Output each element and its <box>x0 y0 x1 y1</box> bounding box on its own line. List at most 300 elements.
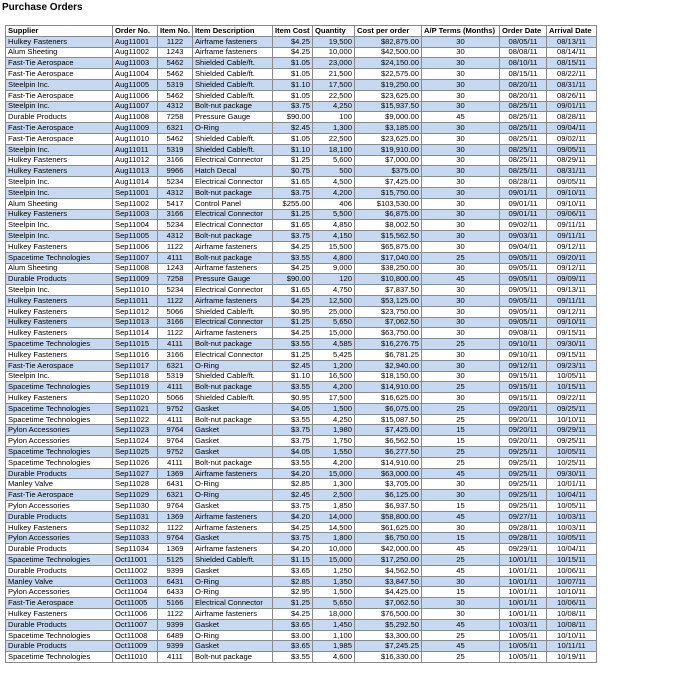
cost-per-order-cell: $7,062.50 <box>354 317 421 328</box>
item-no-cell: 1243 <box>158 47 193 58</box>
table-row <box>6 641 597 652</box>
item-cost-cell: $2.85 <box>272 479 312 490</box>
supplier-cell: Hulkey Fasteners <box>6 209 113 220</box>
order-date-cell: 09/25/11 <box>499 457 546 468</box>
item-no-cell: 9399 <box>158 641 193 652</box>
item-description-cell: Shielded Cable/ft. <box>192 371 272 382</box>
item-no-cell: 1369 <box>158 511 193 522</box>
item-description-cell: Electrical Connector <box>192 598 272 609</box>
item-cost-cell: $3.75 <box>272 501 312 512</box>
order-no-cell: Sep11020 <box>113 393 158 404</box>
quantity-cell: 22,500 <box>312 133 354 144</box>
item-cost-cell: $255.00 <box>272 198 312 209</box>
item-description-cell: Electrical Connector <box>192 285 272 296</box>
cost-per-order-cell: $24,150.00 <box>354 58 421 69</box>
item-no-cell: 4111 <box>158 414 193 425</box>
order-date-cell: 10/05/11 <box>499 630 546 641</box>
quantity-cell: 17,500 <box>312 79 354 90</box>
purchase-orders-table <box>5 25 597 663</box>
table-row <box>6 522 597 533</box>
order-no-cell: Oct11001 <box>113 555 158 566</box>
item-no-cell: 5462 <box>158 69 193 80</box>
ap-terms-cell: 30 <box>421 598 499 609</box>
arrival-date-cell: 10/05/11 <box>546 371 596 382</box>
order-date-cell: 08/25/11 <box>499 133 546 144</box>
quantity-cell: 1,550 <box>312 447 354 458</box>
order-date-cell: 08/25/11 <box>499 144 546 155</box>
item-cost-cell: $1.05 <box>272 133 312 144</box>
quantity-cell: 4,585 <box>312 339 354 350</box>
supplier-cell: Hulkey Fasteners <box>6 349 113 360</box>
order-no-cell: Oct11002 <box>113 565 158 576</box>
order-date-cell: 09/12/11 <box>499 360 546 371</box>
quantity-cell: 500 <box>312 166 354 177</box>
ap-terms-cell: 30 <box>421 144 499 155</box>
item-cost-cell: $3.75 <box>272 187 312 198</box>
supplier-cell: Alum Sheeting <box>6 198 113 209</box>
order-date-cell: 09/29/11 <box>499 544 546 555</box>
table-row <box>6 360 597 371</box>
item-cost-cell: $3.75 <box>272 533 312 544</box>
quantity-cell: 1,500 <box>312 403 354 414</box>
cost-per-order-cell: $6,781.25 <box>354 349 421 360</box>
order-date-cell: 10/05/11 <box>499 652 546 663</box>
item-no-cell: 4312 <box>158 231 193 242</box>
ap-terms-cell: 45 <box>421 544 499 555</box>
cost-per-order-cell: $42,000.00 <box>354 544 421 555</box>
order-date-cell: 09/15/11 <box>499 371 546 382</box>
order-no-cell: Oct11006 <box>113 609 158 620</box>
table-row <box>6 285 597 296</box>
item-cost-cell: $1.05 <box>272 69 312 80</box>
supplier-cell: Durable Products <box>6 274 113 285</box>
arrival-date-cell: 08/26/11 <box>546 90 596 101</box>
item-description-cell: Gasket <box>192 403 272 414</box>
supplier-cell: Hulkey Fasteners <box>6 166 113 177</box>
item-no-cell: 3166 <box>158 155 193 166</box>
order-date-cell: 08/25/11 <box>499 123 546 134</box>
quantity-cell: 1,750 <box>312 436 354 447</box>
ap-terms-cell: 30 <box>421 90 499 101</box>
ap-terms-cell: 30 <box>421 479 499 490</box>
order-no-cell: Sep11017 <box>113 360 158 371</box>
supplier-cell: Steelpin Inc. <box>6 177 113 188</box>
ap-terms-cell: 30 <box>421 317 499 328</box>
cost-per-order-cell: $16,276.75 <box>354 339 421 350</box>
item-cost-cell: $2.45 <box>272 490 312 501</box>
quantity-cell: 1,300 <box>312 479 354 490</box>
ap-terms-cell: 30 <box>421 47 499 58</box>
order-no-cell: Sep11002 <box>113 198 158 209</box>
order-date-cell: 09/04/11 <box>499 241 546 252</box>
cost-per-order-cell: $3,185.00 <box>354 123 421 134</box>
order-date-cell: 10/01/11 <box>499 555 546 566</box>
item-cost-cell: $4.05 <box>272 403 312 414</box>
cost-per-order-cell: $38,250.00 <box>354 263 421 274</box>
order-no-cell: Oct11007 <box>113 619 158 630</box>
item-description-cell: Airframe fasteners <box>192 295 272 306</box>
ap-terms-cell: 25 <box>421 414 499 425</box>
cost-per-order-cell: $63,000.00 <box>354 468 421 479</box>
item-no-cell: 5462 <box>158 58 193 69</box>
quantity-cell: 4,200 <box>312 187 354 198</box>
supplier-cell: Spacetime Technologies <box>6 414 113 425</box>
supplier-cell: Fast-Tie Aerospace <box>6 123 113 134</box>
item-cost-cell: $3.55 <box>272 457 312 468</box>
item-description-cell: Airframe fasteners <box>192 328 272 339</box>
item-cost-cell: $1.10 <box>272 79 312 90</box>
supplier-cell: Steelpin Inc. <box>6 220 113 231</box>
order-no-cell: Sep11007 <box>113 252 158 263</box>
item-description-cell: Bolt-nut package <box>192 252 272 263</box>
item-no-cell: 1122 <box>158 295 193 306</box>
supplier-cell: Hulkey Fasteners <box>6 306 113 317</box>
order-no-cell: Aug11003 <box>113 58 158 69</box>
supplier-cell: Steelpin Inc. <box>6 101 113 112</box>
item-no-cell: 6489 <box>158 630 193 641</box>
item-description-cell: Shielded Cable/ft. <box>192 306 272 317</box>
quantity-cell: 14,000 <box>312 511 354 522</box>
ap-terms-cell: 30 <box>421 263 499 274</box>
order-date-cell: 08/25/11 <box>499 112 546 123</box>
supplier-cell: Pylon Accessories <box>6 436 113 447</box>
quantity-cell: 5,600 <box>312 155 354 166</box>
table-row <box>6 36 597 47</box>
item-description-cell: Airframe fasteners <box>192 241 272 252</box>
item-description-cell: Shielded Cable/ft. <box>192 133 272 144</box>
quantity-cell: 4,250 <box>312 101 354 112</box>
supplier-cell: Fast-Tie Aerospace <box>6 490 113 501</box>
item-no-cell: 9764 <box>158 501 193 512</box>
item-description-cell: Pressure Gauge <box>192 274 272 285</box>
supplier-cell: Fast-Tie Aerospace <box>6 598 113 609</box>
order-date-cell: 10/01/11 <box>499 576 546 587</box>
item-description-cell: Electrical Connector <box>192 209 272 220</box>
item-no-cell: 9752 <box>158 447 193 458</box>
order-date-cell: 08/25/11 <box>499 166 546 177</box>
item-cost-cell: $3.55 <box>272 252 312 263</box>
order-date-cell: 10/01/11 <box>499 609 546 620</box>
order-date-cell: 09/10/11 <box>499 349 546 360</box>
item-no-cell: 9752 <box>158 403 193 414</box>
cost-per-order-cell: $5,292.50 <box>354 619 421 630</box>
quantity-cell: 4,200 <box>312 382 354 393</box>
item-cost-cell: $3.75 <box>272 436 312 447</box>
item-no-cell: 3166 <box>158 317 193 328</box>
item-no-cell: 4111 <box>158 382 193 393</box>
arrival-date-cell: 08/31/11 <box>546 79 596 90</box>
order-no-cell: Sep11012 <box>113 306 158 317</box>
supplier-cell: Alum Sheeting <box>6 263 113 274</box>
arrival-date-cell: 10/07/11 <box>546 576 596 587</box>
order-no-cell: Aug11004 <box>113 69 158 80</box>
item-cost-cell: $1.05 <box>272 58 312 69</box>
order-date-cell: 08/05/11 <box>499 36 546 47</box>
item-description-cell: O-Ring <box>192 479 272 490</box>
order-no-cell: Aug11008 <box>113 112 158 123</box>
arrival-date-cell: 09/02/11 <box>546 133 596 144</box>
item-no-cell: 9764 <box>158 533 193 544</box>
item-description-cell: Hatch Decal <box>192 166 272 177</box>
order-no-cell: Oct11009 <box>113 641 158 652</box>
quantity-cell: 25,000 <box>312 306 354 317</box>
quantity-cell: 1,980 <box>312 425 354 436</box>
item-no-cell: 5417 <box>158 198 193 209</box>
arrival-date-cell: 08/14/11 <box>546 47 596 58</box>
quantity-cell: 2,500 <box>312 490 354 501</box>
item-description-cell: Pressure Gauge <box>192 112 272 123</box>
item-cost-cell: $3.55 <box>272 414 312 425</box>
order-no-cell: Sep11022 <box>113 414 158 425</box>
table-row <box>6 414 597 425</box>
supplier-cell: Hulkey Fasteners <box>6 317 113 328</box>
order-date-cell: 09/03/11 <box>499 231 546 242</box>
table-row <box>6 652 597 663</box>
item-cost-cell: $3.75 <box>272 425 312 436</box>
quantity-cell: 14,500 <box>312 522 354 533</box>
item-description-cell: Gasket <box>192 533 272 544</box>
cost-per-order-cell: $7,245.25 <box>354 641 421 652</box>
arrival-date-cell: 10/08/11 <box>546 619 596 630</box>
item-description-cell: Bolt-nut package <box>192 652 272 663</box>
arrival-date-cell: 09/23/11 <box>546 360 596 371</box>
ap-terms-cell: 30 <box>421 490 499 501</box>
order-date-cell: 09/05/11 <box>499 285 546 296</box>
cost-per-order-cell: $4,425.00 <box>354 587 421 598</box>
table-row <box>6 576 597 587</box>
item-cost-cell: $1.10 <box>272 144 312 155</box>
item-cost-cell: $1.25 <box>272 598 312 609</box>
item-no-cell: 5319 <box>158 371 193 382</box>
arrival-date-cell: 09/12/11 <box>546 263 596 274</box>
arrival-date-cell: 09/11/11 <box>546 220 596 231</box>
header-cell: A/P Terms (Months) <box>421 26 499 37</box>
quantity-cell: 22,500 <box>312 90 354 101</box>
supplier-cell: Fast-Tie Aerospace <box>6 69 113 80</box>
supplier-cell: Steelpin Inc. <box>6 144 113 155</box>
item-description-cell: Bolt-nut package <box>192 101 272 112</box>
arrival-date-cell: 09/30/11 <box>546 468 596 479</box>
item-description-cell: Electrical Connector <box>192 349 272 360</box>
item-no-cell: 5166 <box>158 598 193 609</box>
quantity-cell: 4,200 <box>312 457 354 468</box>
quantity-cell: 1,450 <box>312 619 354 630</box>
item-cost-cell: $1.25 <box>272 209 312 220</box>
order-no-cell: Oct11010 <box>113 652 158 663</box>
arrival-date-cell: 10/25/11 <box>546 457 596 468</box>
item-cost-cell: $3.75 <box>272 101 312 112</box>
ap-terms-cell: 25 <box>421 457 499 468</box>
table-row <box>6 123 597 134</box>
item-no-cell: 6321 <box>158 360 193 371</box>
order-date-cell: 09/05/11 <box>499 274 546 285</box>
item-description-cell: Shielded Cable/ft. <box>192 144 272 155</box>
cost-per-order-cell: $6,937.50 <box>354 501 421 512</box>
supplier-cell: Durable Products <box>6 565 113 576</box>
item-cost-cell: $3.55 <box>272 339 312 350</box>
item-no-cell: 6431 <box>158 479 193 490</box>
arrival-date-cell: 09/05/11 <box>546 144 596 155</box>
table-row <box>6 479 597 490</box>
item-description-cell: Airframe fasteners <box>192 609 272 620</box>
quantity-cell: 9,000 <box>312 263 354 274</box>
ap-terms-cell: 30 <box>421 101 499 112</box>
supplier-cell: Durable Products <box>6 619 113 630</box>
ap-terms-cell: 25 <box>421 403 499 414</box>
item-cost-cell: $1.65 <box>272 177 312 188</box>
item-no-cell: 7258 <box>158 112 193 123</box>
quantity-cell: 16,500 <box>312 371 354 382</box>
arrival-date-cell: 09/12/11 <box>546 306 596 317</box>
arrival-date-cell: 09/05/11 <box>546 177 596 188</box>
ap-terms-cell: 30 <box>421 177 499 188</box>
item-description-cell: Shielded Cable/ft. <box>192 58 272 69</box>
cost-per-order-cell: $7,000.00 <box>354 155 421 166</box>
order-date-cell: 08/20/11 <box>499 90 546 101</box>
ap-terms-cell: 15 <box>421 436 499 447</box>
ap-terms-cell: 15 <box>421 587 499 598</box>
order-no-cell: Sep11030 <box>113 501 158 512</box>
order-date-cell: 09/27/11 <box>499 511 546 522</box>
ap-terms-cell: 25 <box>421 339 499 350</box>
item-no-cell: 4111 <box>158 457 193 468</box>
item-description-cell: O-Ring <box>192 587 272 598</box>
arrival-date-cell: 10/04/11 <box>546 490 596 501</box>
ap-terms-cell: 30 <box>421 328 499 339</box>
table-body <box>6 36 597 662</box>
item-no-cell: 5319 <box>158 144 193 155</box>
arrival-date-cell: 10/08/11 <box>546 609 596 620</box>
item-cost-cell: $1.25 <box>272 155 312 166</box>
order-date-cell: 09/20/11 <box>499 414 546 425</box>
table-row <box>6 166 597 177</box>
item-cost-cell: $4.25 <box>272 36 312 47</box>
item-description-cell: O-Ring <box>192 576 272 587</box>
table-row <box>6 241 597 252</box>
cost-per-order-cell: $15,937.50 <box>354 101 421 112</box>
ap-terms-cell: 30 <box>421 123 499 134</box>
ap-terms-cell: 45 <box>421 565 499 576</box>
arrival-date-cell: 09/15/11 <box>546 328 596 339</box>
order-no-cell: Aug11009 <box>113 123 158 134</box>
cost-per-order-cell: $7,062.50 <box>354 598 421 609</box>
supplier-cell: Manley Valve <box>6 576 113 587</box>
cost-per-order-cell: $6,125.00 <box>354 490 421 501</box>
item-no-cell: 1122 <box>158 522 193 533</box>
cost-per-order-cell: $3,705.00 <box>354 479 421 490</box>
quantity-cell: 1,300 <box>312 123 354 134</box>
quantity-cell: 4,800 <box>312 252 354 263</box>
item-description-cell: Electrical Connector <box>192 220 272 231</box>
ap-terms-cell: 30 <box>421 241 499 252</box>
item-description-cell: Airframe fasteners <box>192 522 272 533</box>
ap-terms-cell: 25 <box>421 447 499 458</box>
quantity-cell: 1,500 <box>312 587 354 598</box>
quantity-cell: 4,150 <box>312 231 354 242</box>
table-row <box>6 630 597 641</box>
order-date-cell: 09/25/11 <box>499 447 546 458</box>
supplier-cell: Pylon Accessories <box>6 501 113 512</box>
supplier-cell: Hulkey Fasteners <box>6 393 113 404</box>
item-cost-cell: $4.05 <box>272 447 312 458</box>
order-no-cell: Aug11006 <box>113 90 158 101</box>
arrival-date-cell: 09/20/11 <box>546 252 596 263</box>
header-cell: Item Description <box>192 26 272 37</box>
item-no-cell: 9764 <box>158 436 193 447</box>
supplier-cell: Steelpin Inc. <box>6 231 113 242</box>
supplier-cell: Fast-Tie Aerospace <box>6 58 113 69</box>
ap-terms-cell: 30 <box>421 209 499 220</box>
arrival-date-cell: 09/30/11 <box>546 339 596 350</box>
supplier-cell: Steelpin Inc. <box>6 79 113 90</box>
table-row <box>6 371 597 382</box>
arrival-date-cell: 09/01/11 <box>546 101 596 112</box>
supplier-cell: Hulkey Fasteners <box>6 155 113 166</box>
table-row <box>6 58 597 69</box>
order-no-cell: Aug11011 <box>113 144 158 155</box>
page-title: Purchase Orders <box>2 2 83 13</box>
item-description-cell: Control Panel <box>192 198 272 209</box>
order-no-cell: Sep11027 <box>113 468 158 479</box>
item-no-cell: 6431 <box>158 576 193 587</box>
ap-terms-cell: 30 <box>421 522 499 533</box>
quantity-cell: 5,650 <box>312 317 354 328</box>
cost-per-order-cell: $2,940.00 <box>354 360 421 371</box>
table-row <box>6 198 597 209</box>
item-description-cell: Shielded Cable/ft. <box>192 555 272 566</box>
arrival-date-cell: 09/12/11 <box>546 241 596 252</box>
order-no-cell: Oct11005 <box>113 598 158 609</box>
table-row <box>6 619 597 630</box>
ap-terms-cell: 30 <box>421 69 499 80</box>
header-cell: Quantity <box>312 26 354 37</box>
order-date-cell: 09/20/11 <box>499 425 546 436</box>
item-description-cell: Bolt-nut package <box>192 457 272 468</box>
item-no-cell: 9764 <box>158 425 193 436</box>
arrival-date-cell: 09/25/11 <box>546 403 596 414</box>
order-no-cell: Sep11005 <box>113 231 158 242</box>
quantity-cell: 4,600 <box>312 652 354 663</box>
quantity-cell: 5,425 <box>312 349 354 360</box>
table-row <box>6 490 597 501</box>
arrival-date-cell: 09/11/11 <box>546 295 596 306</box>
item-description-cell: Bolt-nut package <box>192 382 272 393</box>
header-cell: Item No. <box>158 26 193 37</box>
item-cost-cell: $2.45 <box>272 123 312 134</box>
order-no-cell: Sep11006 <box>113 241 158 252</box>
ap-terms-cell: 30 <box>421 166 499 177</box>
ap-terms-cell: 15 <box>421 425 499 436</box>
quantity-cell: 18,000 <box>312 609 354 620</box>
order-no-cell: Sep11032 <box>113 522 158 533</box>
order-date-cell: 09/25/11 <box>499 479 546 490</box>
item-cost-cell: $4.25 <box>272 328 312 339</box>
header-cell: Item Cost <box>272 26 312 37</box>
item-cost-cell: $4.25 <box>272 47 312 58</box>
item-cost-cell: $0.95 <box>272 306 312 317</box>
cost-per-order-cell: $53,125.00 <box>354 295 421 306</box>
item-description-cell: Shielded Cable/ft. <box>192 90 272 101</box>
order-date-cell: 09/25/11 <box>499 490 546 501</box>
supplier-cell: Durable Products <box>6 511 113 522</box>
order-date-cell: 08/10/11 <box>499 58 546 69</box>
order-date-cell: 09/20/11 <box>499 403 546 414</box>
table-row <box>6 231 597 242</box>
cost-per-order-cell: $9,000.00 <box>354 112 421 123</box>
item-description-cell: Shielded Cable/ft. <box>192 69 272 80</box>
item-no-cell: 1122 <box>158 241 193 252</box>
table-row <box>6 252 597 263</box>
